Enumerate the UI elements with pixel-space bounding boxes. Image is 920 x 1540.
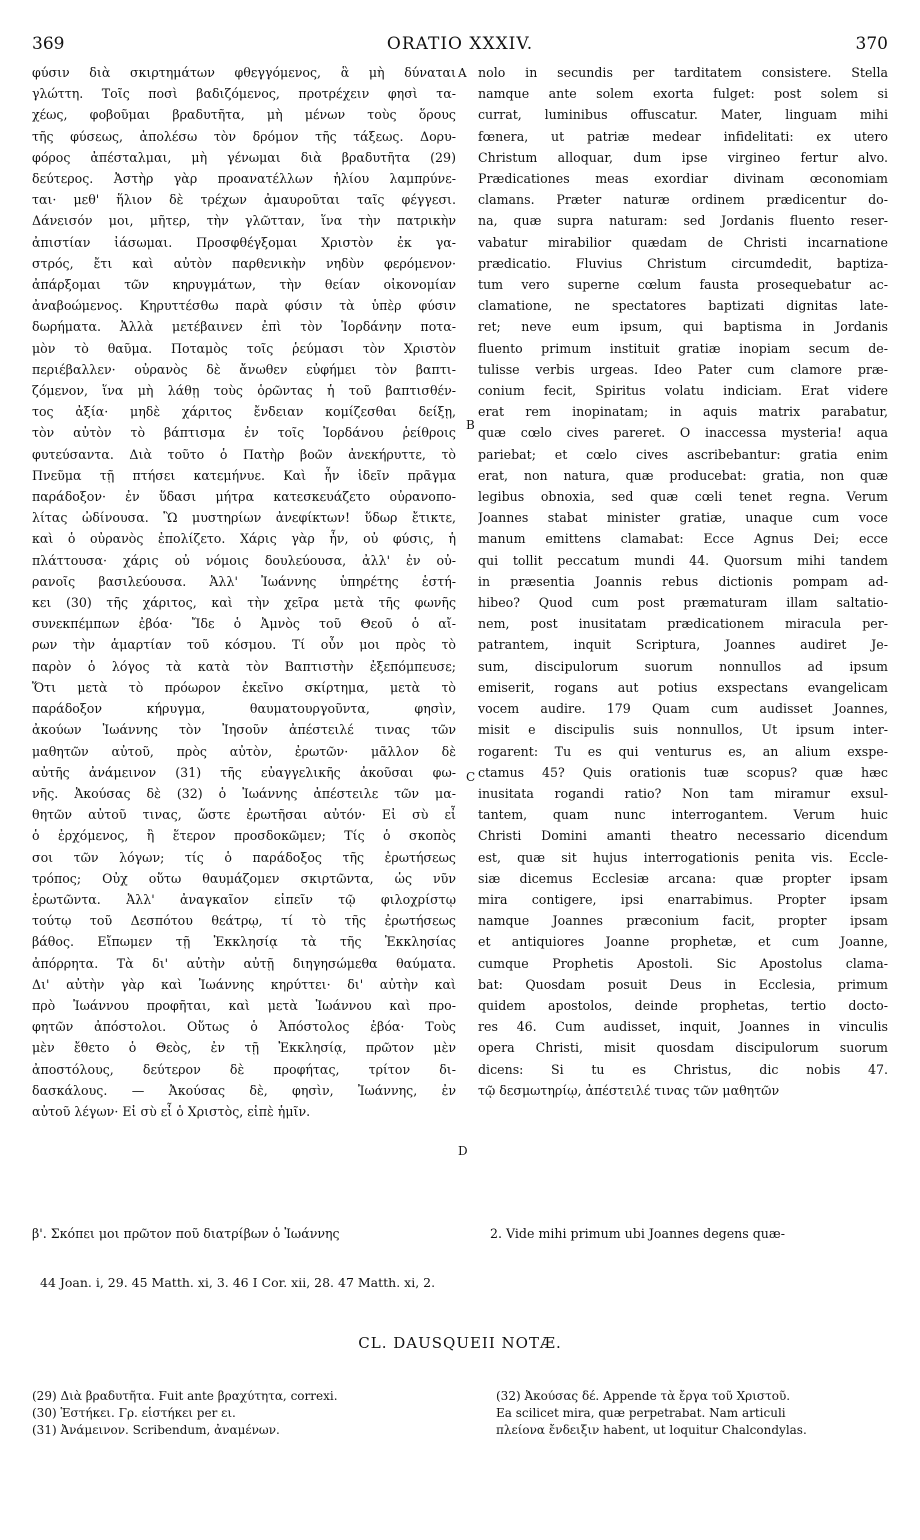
text-line: αὐτῆς ἀνάμεινον (31) τῆς εὐαγγελικῆς ἀκοῦσαι φω- bbox=[32, 764, 456, 780]
text-line: τρόπος; Οὐχ οὕτω θαυμάζομεν σκιρτῶντα, ὡς νῦν bbox=[32, 870, 456, 886]
text-line: ἀπόρρητα. Τὰ δι' αὐτὴν αὐτῇ διηγησώμεθα θαύματα. bbox=[32, 955, 456, 971]
text-line: res 46. Cum audisset, inquit, Joannes in vinculis bbox=[478, 1019, 888, 1035]
text-line: ctamus 45? Quis orationis tuæ scopus? quæ hæc bbox=[478, 764, 888, 780]
text-line: vabatur mirabilior quædam de Christi incarnatione bbox=[478, 234, 888, 250]
text-line: Christi Domini amanti theatro necessario dicendum bbox=[478, 828, 888, 844]
text-line: νῆς. Ἀκούσας δὲ (32) ὁ Ἰωάννης ἀπέστειλε τῶν μα- bbox=[32, 785, 456, 801]
text-line: πρὸ Ἰωάννου προφῆται, καὶ μετὰ Ἰωάννου καὶ προ- bbox=[32, 997, 456, 1013]
text-line: et antiquiores Joanne prophetæ, et cum Joanne, bbox=[478, 934, 888, 950]
text-line: quæ cœlo cives pareret. O inaccessa mysteria! aqua bbox=[478, 425, 888, 441]
notes-title: CL. DAUSQUEII NOTÆ. bbox=[358, 1334, 562, 1352]
text-line: μαθητῶν αὐτοῦ, πρὸς αὐτὸν, ἐρωτῶν· μᾶλλον δὲ bbox=[32, 743, 456, 759]
text-line: est, quæ sit hujus interrogationis penita vis. Eccle- bbox=[478, 849, 888, 865]
text-line: namque ante solem exorta fulget: post solem si bbox=[478, 86, 888, 102]
text-line: τος ἀξία· μηδὲ χάριτος ἔνδειαν κομίζεσθαι δείξῃ, bbox=[32, 404, 456, 420]
text-line: φυτεύσαντα. Διὰ τοῦτο ὁ Πατὴρ βοῶν ἀνεκήρυττε, τὸ bbox=[32, 446, 456, 462]
text-line: nolo in secundis per tarditatem consistere. Stella bbox=[478, 65, 888, 80]
text-line: ἀποστόλους, δεύτερον δὲ προφήτας, τρίτον δι- bbox=[32, 1061, 456, 1077]
text-line: vocem audire. 179 Quam cum audisset Joannes, bbox=[478, 701, 888, 717]
text-line: Ὅτι μετὰ τὸ πρόωρον ἐκεῖνο σκίρτημα, μετὰ τὸ bbox=[32, 679, 456, 695]
text-line: παρὸν ὁ λόγος τὰ κατὰ τὸν Βαπτιστὴν ἐξεπόμπευσε; bbox=[32, 658, 456, 674]
text-line: bat: Quosdam posuit Deus in Ecclesia, primum bbox=[478, 976, 888, 992]
text-line: φύσιν διὰ σκιρτημάτων φθεγγόμενος, ἃ μὴ δύναται bbox=[32, 65, 456, 80]
running-header bbox=[32, 34, 888, 56]
text-line: δεύτερος. Ἀστὴρ γὰρ προανατέλλων ἡλίου λαμπρύνε- bbox=[32, 171, 456, 187]
text-line: fluento primum instituit gratiæ inopiam secum de- bbox=[478, 340, 888, 356]
text-line: ται· μεθ' ἥλιον δὲ τρέχων ἀμαυροῦται ταῖς φέγγεσι. bbox=[32, 192, 456, 208]
text-line: misit e discipulis suis nonnullos, Ut ipsum inter- bbox=[478, 722, 888, 738]
text-line: quidem apostolos, deinde prophetas, tertio docto- bbox=[478, 997, 888, 1013]
text-line: cumque Prophetis Apostoli. Sic Apostolus clama- bbox=[478, 955, 888, 971]
margin-mark-a: A bbox=[458, 66, 467, 80]
text-line: χέως, φοβοῦμαι βραδυτῆτα, μὴ μένων τοὺς ὅρους bbox=[32, 107, 456, 123]
text-line: Joannes stabat minister gratiæ, unaque cum voce bbox=[478, 510, 888, 526]
text-line: φητῶν ἀπόστολοι. Οὕτως ὁ Ἀπόστολος ἐβόα· Τοὺς bbox=[32, 1019, 456, 1035]
text-line: τῆς φύσεως, ἀπολέσω τὸν δρόμον τῆς τάξεως. Δορυ- bbox=[32, 128, 456, 144]
text-line: δασκάλους. — Ἀκούσας δὲ, φησὶν, Ἰωάννης, ἐν bbox=[32, 1082, 456, 1098]
text-line: πλάττουσα· χάρις οὐ νόμοις δουλεύουσα, ἀλλ' ἐν οὐ- bbox=[32, 552, 456, 568]
text-line: qui tollit peccatum mundi 44. Quorsum mihi tandem bbox=[478, 552, 888, 568]
text-line: clamans. Præter naturæ ordinem prædicentur do- bbox=[478, 192, 888, 208]
text-line: ρων τὴν ἁμαρτίαν τοῦ κόσμου. Τί οὖν μοι πρὸς τὸ bbox=[32, 637, 456, 653]
text-line: φόρος ἀπέσταλμαι, μὴ γένωμαι διὰ βραδυτῆτα (29) bbox=[32, 149, 456, 165]
text-line: fœnera, ut patriæ medear infidelitati: ex utero bbox=[478, 128, 888, 144]
text-line: στρός, ἔτι καὶ αὐτὸν παρθενικὴν νηδὺν φερόμενον· bbox=[32, 255, 456, 271]
text-line: σοι τῶν λόγων; τίς ὁ παράδοξος τῆς ἐρωτήσεως bbox=[32, 849, 456, 865]
text-line: hibeo? Quod cum post præmaturam illam saltatio- bbox=[478, 595, 888, 611]
text-line: θητῶν αὐτοῦ τινας, ὥστε ἐρωτῆσαι αὐτόν· Εἰ σὺ εἶ bbox=[32, 807, 456, 823]
text-line: συνεκπέμπων ἐβόα· Ἴδε ὁ Ἀμνὸς τοῦ Θεοῦ ὁ αἴ- bbox=[32, 616, 456, 632]
text-line: ἀναβοώμενος. Κηρυττέσθω παρὰ φύσιν τὰ ὑπὲρ φύσιν bbox=[32, 298, 456, 314]
text-line: sum, discipulorum suorum nonnullos ad ipsum bbox=[478, 658, 888, 674]
scripture-references: 44 Joan. i, 29. 45 Matth. xi, 3. 46 I Cor. xii, 28. 47 Matth. xi, 2. bbox=[40, 1275, 436, 1290]
text-line: ret; neve eum ipsum, qui baptisma in Jordanis bbox=[478, 319, 888, 335]
text-line: in præsentia Joannis rebus dictionis pompam ad- bbox=[478, 573, 888, 589]
text-line: erat rem inopinatam; in aquis matrix parabatur, bbox=[478, 404, 888, 420]
text-line: pariebat; et cœlo cives ascribebantur: gratia enim bbox=[478, 446, 888, 462]
greek-text-column bbox=[32, 62, 456, 1122]
margin-mark-d: D bbox=[458, 1144, 468, 1158]
text-line: erat, non natura, quæ producebat: gratia, non quæ bbox=[478, 467, 888, 483]
text-line: κει (30) τῆς χάριτος, καὶ τὴν χεῖρα μετὰ τῆς φωνῆς bbox=[32, 595, 456, 611]
text-line: tum vero superne cœlum fausta prosequebatur ac- bbox=[478, 277, 888, 293]
text-line: mira contigere, ipsi enarrabimus. Propter ipsam bbox=[478, 891, 888, 907]
text-line: clamatione, ne spectatores baptizati dignitas late- bbox=[478, 298, 888, 314]
note-32-line: Ea scilicet mira, quæ perpetrabat. Nam articuli bbox=[496, 1406, 786, 1420]
text-line: τὸν αὐτὸν τὸ βάπτισμα ἐν τοῖς Ἰορδάνου ῥείθροις bbox=[32, 425, 456, 441]
text-line: ἀκούων Ἰωάννης τὸν Ἰησοῦν ἀπέστειλέ τινας τῶν bbox=[32, 722, 456, 738]
text-line: γλώττη. Τοῖς ποσὶ βαδιζόμενος, προτρέχειν φησὶ τα- bbox=[32, 86, 456, 102]
text-line: Πνεῦμα τῇ πτήσει κατεμήνυε. Καὶ ἦν ἰδεῖν πρᾶγμα bbox=[32, 467, 456, 483]
text-line: τούτῳ τοῦ Δεσπότου θεάτρῳ, τί τὸ τῆς ἐρωτήσεως bbox=[32, 913, 456, 929]
note-31: (31) Ἀνάμεινον. Scribendum, ἀναμένων. bbox=[32, 1423, 280, 1437]
text-line: namque Joannes præconium facit, propter ipsam bbox=[478, 913, 888, 929]
text-line: tulisse verbis urgeas. Ideo Pater cum clamore præ- bbox=[478, 361, 888, 377]
section-2-greek: β'. Σκόπει μοι πρῶτον ποῦ διατρίβων ὁ Ἰωάννης bbox=[32, 1226, 340, 1241]
margin-mark-b: B bbox=[466, 418, 475, 432]
text-line: manum emittens clamabat: Ecce Agnus Dei; ecce bbox=[478, 531, 888, 547]
page-number-left: 369 bbox=[32, 34, 65, 54]
note-32-line: (32) Ἀκούσας δέ. Appende τὰ ἔργα τοῦ Χριστοῦ. bbox=[496, 1389, 791, 1403]
text-line: ρανοῖς βασιλεύουσα. Ἀλλ' Ἰωάννης ὑπηρέτης ἑστή- bbox=[32, 573, 456, 589]
text-line: περιέβαλλεν· οὐρανὸς δὲ ἄνωθεν εὐφήμει τὸν βαπτι- bbox=[32, 361, 456, 377]
text-line: prædicatio. Fluvius Christum circumdedit, baptiza- bbox=[478, 255, 888, 271]
latin-text-column bbox=[478, 62, 888, 1101]
text-line-overflow: τῷ δεσμωτηρίῳ, ἀπέστειλέ τινας τῶν μαθητῶν bbox=[478, 1082, 780, 1098]
margin-mark-c: C bbox=[466, 770, 476, 784]
text-line: βάθος. Εἴπωμεν τῇ Ἐκκλησίᾳ τὰ τῆς Ἐκκλησίας bbox=[32, 934, 456, 950]
text-line: Δάνεισόν μοι, μῆτερ, τὴν γλῶτταν, ἵνα τὴν πατρικὴν bbox=[32, 213, 456, 229]
text-line: λίτας ὠδίνουσα. Ὢ μυστηρίων ἀνεφίκτων! ὕδωρ ἔτικτε, bbox=[32, 510, 456, 526]
text-line: legibus obnoxia, sed quæ cœli tenet regna. Verum bbox=[478, 489, 888, 505]
text-line: emiserit, rogans aut potius exspectans evangelicam bbox=[478, 679, 888, 695]
text-line: inusitata rogandi ratio? Non tam miramur exsul- bbox=[478, 785, 888, 801]
text-line: δωρήματα. Ἀλλὰ μετέβαινεν ἐπὶ τὸν Ἰορδάνην ποτα- bbox=[32, 319, 456, 335]
note-32-line: πλείονα ἔνδειξιν habent, ut loquitur Chalcondylas. bbox=[496, 1423, 807, 1437]
text-line: dicens: Si tu es Christus, dic nobis 47. bbox=[478, 1061, 888, 1077]
note-30: (30) Ἑστήκει. Γρ. εἱστήκει per ει. bbox=[32, 1406, 236, 1420]
text-line: ὁ ἐρχόμενος, ἢ ἕτερον προσδοκῶμεν; Τίς ὁ σκοπὸς bbox=[32, 828, 456, 844]
text-line: καὶ ὁ οὐρανὸς ἐπολίζετο. Χάρις γὰρ ἦν, οὐ φύσις, ἡ bbox=[32, 531, 456, 547]
page-number-right: 370 bbox=[855, 34, 888, 54]
text-line: patrantem, inquit Scriptura, Joannes audiret Je- bbox=[478, 637, 888, 653]
notes-right-column bbox=[496, 1388, 888, 1439]
text-line: Prædicationes meas exordiar divinam œconomiam bbox=[478, 171, 888, 187]
text-line: tantem, quam nunc interrogantem. Verum huic bbox=[478, 807, 888, 823]
text-line: αὐτοῦ λέγων· Εἰ σὺ εἶ ὁ Χριστὸς, εἰπὲ ἡμῖν. bbox=[32, 1103, 311, 1119]
text-line: μὲν ἔθετο ὁ Θεὸς, ἐν τῇ Ἐκκλησίᾳ, πρῶτον μὲν bbox=[32, 1040, 456, 1056]
section-2-latin: 2. Vide mihi primum ubi Joannes degens quæ- bbox=[490, 1226, 786, 1241]
text-line: conium fecit, Spiritus volatu indiciam. Erat videre bbox=[478, 383, 888, 399]
text-line: rogarent: Tu es qui venturus es, an alium exspe- bbox=[478, 743, 888, 759]
text-line: ἀπάρξομαι τῶν κηρυγμάτων, τὴν θείαν οἰκονομίαν bbox=[32, 277, 456, 293]
text-line: ἐρωτῶντα. Ἀλλ' ἀναγκαῖον εἰπεῖν τῷ φιλοχρίστῳ bbox=[32, 891, 456, 907]
text-line: nem, post inusitatam prædicationem miracula per- bbox=[478, 616, 888, 632]
text-line: ἀπιστίαν ἰάσωμαι. Προσφθέγξομαι Χριστὸν ἐκ γα- bbox=[32, 234, 456, 250]
text-line: Christum alloquar, dum ipse virgineo fertur alvo. bbox=[478, 149, 888, 165]
note-29: (29) Διὰ βραδυτῆτα. Fuit ante βραχύτητα, correxi. bbox=[32, 1389, 338, 1403]
notes-left-column bbox=[32, 1388, 462, 1439]
text-line: Δι' αὐτὴν γὰρ καὶ Ἰωάννης κηρύττει· δι' αὐτὴν καὶ bbox=[32, 976, 456, 992]
text-line: currat, luminibus offuscatur. Mater, linguam mihi bbox=[478, 107, 888, 123]
text-line: opera Christi, misit quosdam discipulorum suorum bbox=[478, 1040, 888, 1056]
text-line: μὸν τὸ θαῦμα. Ποταμὸς τοῖς ῥεύμασι τὸν Χριστὸν bbox=[32, 340, 456, 356]
text-line: siæ dicemus Ecclesiæ arcana: quæ propter ipsam bbox=[478, 870, 888, 886]
text-line: ζόμενον, ἵνα μὴ λάθῃ τοὺς ὁρῶντας ἡ τοῦ βαπτισθέν- bbox=[32, 383, 456, 399]
text-line: na, quæ supra naturam: sed Jordanis fluento reser- bbox=[478, 213, 888, 229]
text-line: παράδοξον· ἐν ὕδασι μήτρα κατεσκευάζετο οὐρανοπο- bbox=[32, 489, 456, 505]
text-line: παράδοξον κήρυγμα, θαυματουργοῦντα, φησὶν, bbox=[32, 701, 456, 717]
running-title: ORATIO XXXIV. bbox=[386, 34, 534, 54]
